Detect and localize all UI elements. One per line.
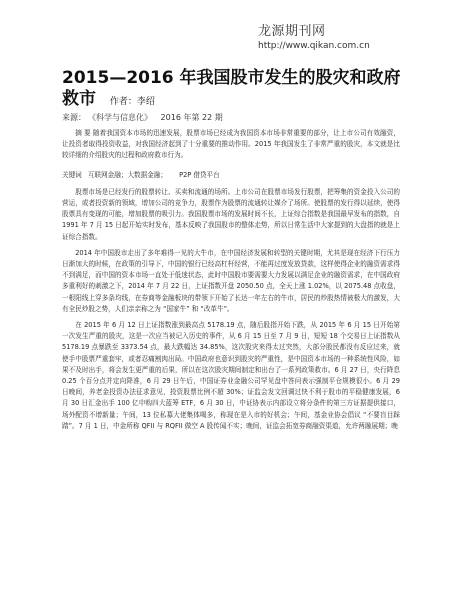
article-source [62,112,229,123]
article-author: 作者：李绍 [109,97,155,107]
source-journal: 《科学与信息化》 [92,113,152,122]
source-issue: 2016 年第 22 期 [160,113,223,122]
article-body [62,128,400,437]
keyword-item: 互联网金融；大数据金融； [87,170,168,179]
source-label: 来源： [62,113,86,122]
paragraph: 在 2015 年 6 月 12 日上证指数涨到最高点 5178.19 点，随后股指开始下跌，从 2015 年 6 月 15 日开始第一次发生严重的股灾，这是一次应当被记入历史的事件，从 6 月 15 日至 7 月 9 日，短短 18 个交易日上证指数从 5178.19 点暴跌至 3373.54 点，最大跌幅达 34.85%，这次股灾来得太过突然，大部分股民都没有反应过来，就使手中股票严重套牢，或者忍痛割肉出局。中国政府也意识到股灾的严重性，是中国资本市场的一种系统性风险，如果不及时出手，将会发生更严重的后果，所以在这次股灾期间制定和出台了一系列政策救市。6 月 27 日，央行降息 0.25 个百分点并定向降准，6 月 29 日午后，中国证券业金融公司罕见盘中答问表示强制平仓规模很小。6 月 29 日晚间，养老金投资办法征求意见，投资股票比例不超 30%；证监会发文回调过快不利于股市的平稳健康发展，6 月 30 日汇金出手 100 亿申购四大蓝筹 ETF，6 月 30 日，中证协表示内部设立将分条件的第三方证据提供接口，场外配资不增新量；午间，13 位私募大佬集体喝多，称现在是入市的好机会；午间，基金业协会倡议 “不要盲目踩踏”。7 月 1 日，中金所称 QFII 与 RQFII 做空 A 股传闻不实；晚间，证监会拓宽券商融资渠道，允许两融展期；晚 [62,321,400,430]
keywords-label: 关键词 [62,170,82,179]
paragraph: 2014 年中国股市走出了多年难得一见的大牛市，在中国经济发展和转型的关键时期，尤其是现在经济下行压力日渐加大的时候，在政策的引导下，中国的银行已经高杠杆经营，不能再过度发放贷款，这样使得企业的融资需求得不到满足，而中国的资本市场一直处于低迷状态，此时中国股市要需要大力发展以满足企业的融资需求，在中国政府多重利好的刺激之下，2014 年 7 月 22 日，上证指数开盘 2050.50 点，全天上涨 1.02%，以 2075.48 点收盘，一根阳线上穿多条均线，在券商等金融板块的带领下开始了长达一年左右的牛市，居民的炒股热情被极大的激发，大有全民炒股之势，人们亲亲称之为 “国家牛” 和 “改革牛”。 [62,248,400,313]
site-title: 龙源期刊网 [258,24,326,39]
keywords [62,170,400,181]
site-header [258,24,448,52]
article-title [62,68,422,113]
abstract: 摘 要 随着我国资本市场的迅速发展，股票市场已经成为我国资本市场非常重要的部分，让上市公司有效融资，让投资者取得投资收益，对我国经济起到了十分重要的推动作用。2015 年我国发生了非常严重的股灾，本文就是比较详细的介绍股灾的过程和政府救市行为。 [62,129,400,160]
paragraph: 股票市场是已经发行的股票转让、买卖和流通的场所。上市公司在股票市场发行股票，把筹集的资金投入公司的营运，或者投资新的领域，增加公司的竞争力，股票作为股票的流通转让媒介了场所。使股票的发行得以延续，使得股票具有变现的可能，增加股票的吸引力。我国股票市场的发展时间不长，上证综合指数是我国最早发布的指数，自 1991 年 7 月 15 日起开始实时发布，基本反映了我国股市的整体走势，所以日常生活中大家提到的大盘指的就是上证综合指数。 [62,187,400,241]
keyword-item: P2P 借贷平台 [179,170,220,179]
site-url[interactable]: http://www.qikan.com.cn [258,41,370,51]
article-title-text: 2015—2016 年我国股市发生的股灾和政府 救市 [62,68,401,109]
